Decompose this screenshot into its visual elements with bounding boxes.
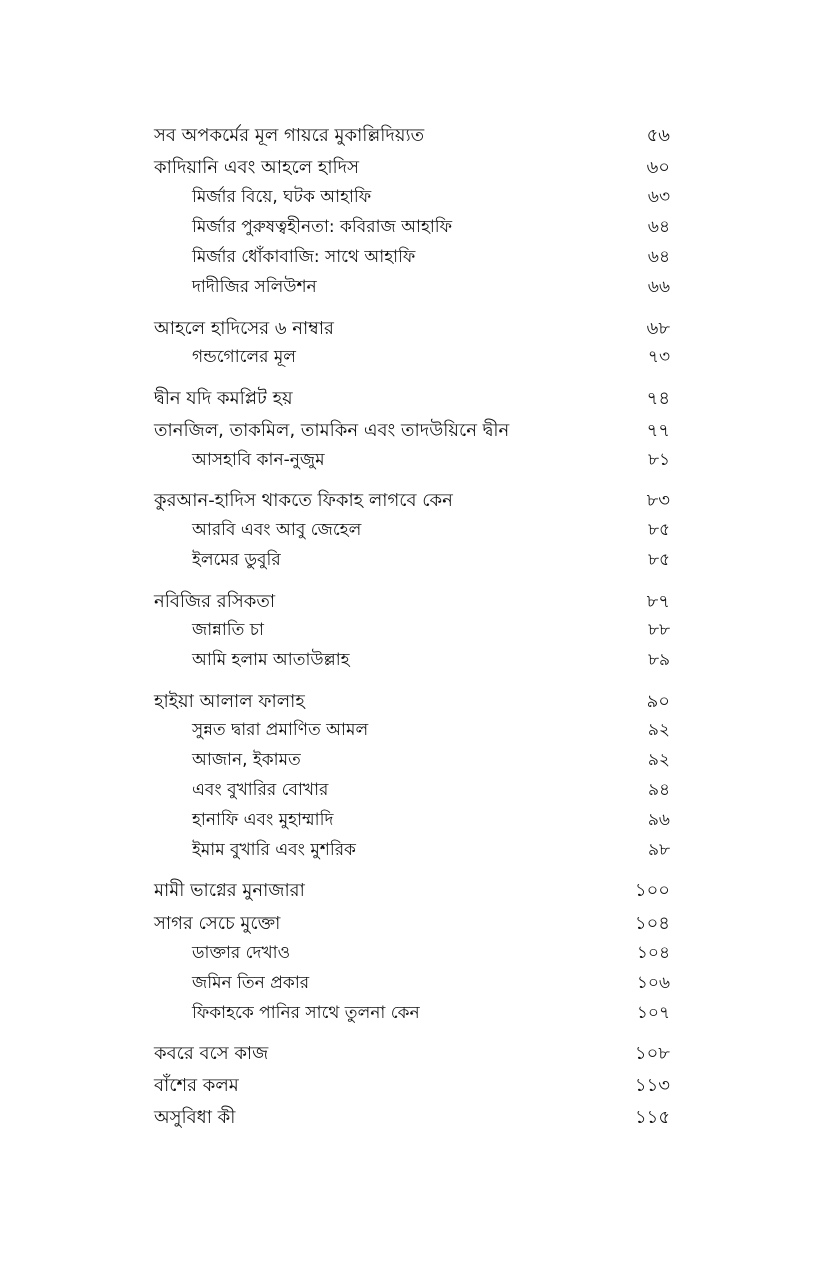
toc-page-number: ১০৬ <box>636 973 670 993</box>
toc-subentry <box>192 837 670 865</box>
toc-subentry <box>192 717 670 745</box>
toc-title: হানাফি এবং মুহাম্মাদি <box>192 810 334 830</box>
toc-entry <box>154 121 670 152</box>
toc-subentry <box>192 214 670 242</box>
toc-title: তানজিল, তাকমিল, তামকিন এবং তাদউয়িনে দ্বীন <box>154 420 510 441</box>
toc-title: মামী ভাগ্নের মুনাজারা <box>154 880 305 901</box>
toc-title: জমিন তিন প্রকার <box>192 973 310 993</box>
toc-title: কাদিয়ানি এবং আহলে হাদিস <box>154 157 360 178</box>
toc-page-number: ৯২ <box>647 720 670 740</box>
toc-page-number: ৭৪ <box>646 388 670 409</box>
toc-subentry <box>192 970 670 998</box>
toc-page-number: ১০৪ <box>634 913 670 934</box>
toc-page-number: ১০৪ <box>636 943 670 963</box>
toc-page-number: ৭৭ <box>646 420 670 441</box>
toc-page-number: ৬০ <box>646 157 670 178</box>
toc-page-number: ৬৩ <box>647 187 670 207</box>
toc-entry <box>154 876 670 907</box>
toc-page-number: ৮৫ <box>647 520 670 540</box>
toc-page-number: ৯২ <box>647 750 670 770</box>
toc-title: মির্জার বিয়ে, ঘটক আহাফি <box>192 187 372 207</box>
toc-subentry <box>192 647 670 675</box>
toc-subentry <box>192 940 670 968</box>
toc-title: সুন্নত দ্বারা প্রমাণিত আমল <box>192 720 369 740</box>
toc-page-number: ১১৩ <box>634 1075 670 1096</box>
toc-title: জান্নাতি চা <box>192 620 264 640</box>
toc-title: আসহাবি কান-নুজুম <box>192 450 325 470</box>
toc-title: আরবি এবং আবু জেহেল <box>192 520 362 540</box>
toc-title: মির্জার ধোঁকাবাজি: সাথে আহাফি <box>192 247 416 267</box>
toc-title: সাগর সেচে মুক্তো <box>154 913 281 934</box>
toc-title: মির্জার পুরুষত্বহীনতা: কবিরাজ আহাফি <box>192 217 453 237</box>
toc-title: হাইয়া আলাল ফালাহ <box>154 691 305 712</box>
toc-entry <box>154 1103 670 1134</box>
toc-subentry <box>192 447 670 475</box>
toc-title: দাদীজির সলিউশন <box>192 277 317 297</box>
toc-entry <box>154 486 670 517</box>
toc-title: আহলে হাদিসের ৬ নাম্বার <box>154 318 334 339</box>
toc-title: এবং বুখারির বোখার <box>192 780 329 800</box>
toc-title: ফিকাহকে পানির সাথে তুলনা কেন <box>192 1003 420 1023</box>
toc-page-number: ৮১ <box>647 450 670 470</box>
toc-entry <box>154 384 670 415</box>
toc-entry <box>154 153 670 184</box>
toc-page-number: ১০৮ <box>634 1043 670 1064</box>
toc-page-number: ৯০ <box>646 691 670 712</box>
toc-subentry <box>192 547 670 575</box>
toc-subentry <box>192 807 670 835</box>
toc-title: আমি হলাম আতাউল্লাহ <box>192 650 350 670</box>
toc-title: ইলমের ডুবুরি <box>192 550 281 570</box>
toc-title: কবরে বসে কাজ <box>154 1043 269 1064</box>
toc-subentry <box>192 274 670 302</box>
toc-entry <box>154 1071 670 1102</box>
toc-subentry <box>192 1000 670 1028</box>
toc-page-number: ৮৩ <box>646 490 670 511</box>
toc-page-number: ৯৪ <box>647 780 670 800</box>
toc-title: সব অপকর্মের মূল গায়রে মুকাল্লিদিয়্যত <box>154 125 425 146</box>
toc-page-number: ১০০ <box>634 880 670 901</box>
toc-entry <box>154 416 670 447</box>
toc-title: আজান, ইকামত <box>192 750 301 770</box>
toc-page-number: ৮৭ <box>646 591 670 612</box>
toc-page-number: ১১৫ <box>634 1107 670 1128</box>
toc-subentry <box>192 244 670 272</box>
toc-entry <box>154 1039 670 1070</box>
toc-page-number: ৬৬ <box>647 277 670 297</box>
toc-subentry <box>192 777 670 805</box>
toc-subentry <box>192 617 670 645</box>
toc-page-number: ৮৫ <box>647 550 670 570</box>
toc-entry <box>154 314 670 345</box>
toc-subentry <box>192 184 670 212</box>
toc-title: দ্বীন যদি কমপ্লিট হয় <box>154 388 293 409</box>
toc-subentry <box>192 747 670 775</box>
toc-page-number: ৮৮ <box>647 620 670 640</box>
toc-title: ডাক্তার দেখাও <box>192 943 291 963</box>
toc-page-number: ৬৪ <box>647 217 670 237</box>
toc-subentry <box>192 344 670 372</box>
toc-title: গন্ডগোলের মূল <box>192 347 296 367</box>
toc-page-number: ৫৬ <box>646 125 670 146</box>
toc-title: কুরআন-হাদিস থাকতে ফিকাহ লাগবে কেন <box>154 490 453 511</box>
toc-page-number: ৯৮ <box>647 840 670 860</box>
toc-page-number: ৬৮ <box>646 318 670 339</box>
toc-title: অসুবিধা কী <box>154 1107 236 1128</box>
toc-subentry <box>192 517 670 545</box>
toc-page-number: ১০৭ <box>636 1003 670 1023</box>
toc-page-number: ৯৬ <box>647 810 670 830</box>
toc-page-number: ৬৪ <box>647 247 670 267</box>
toc-page-number: ৭৩ <box>647 347 670 367</box>
toc-title: নবিজির রসিকতা <box>154 591 276 612</box>
toc-entry <box>154 587 670 618</box>
toc-entry <box>154 909 670 940</box>
toc-entry <box>154 687 670 718</box>
toc-title: বাঁশের কলম <box>154 1075 239 1096</box>
toc-title: ইমাম বুখারি এবং মুশরিক <box>192 840 356 860</box>
toc-page-number: ৮৯ <box>647 650 670 670</box>
